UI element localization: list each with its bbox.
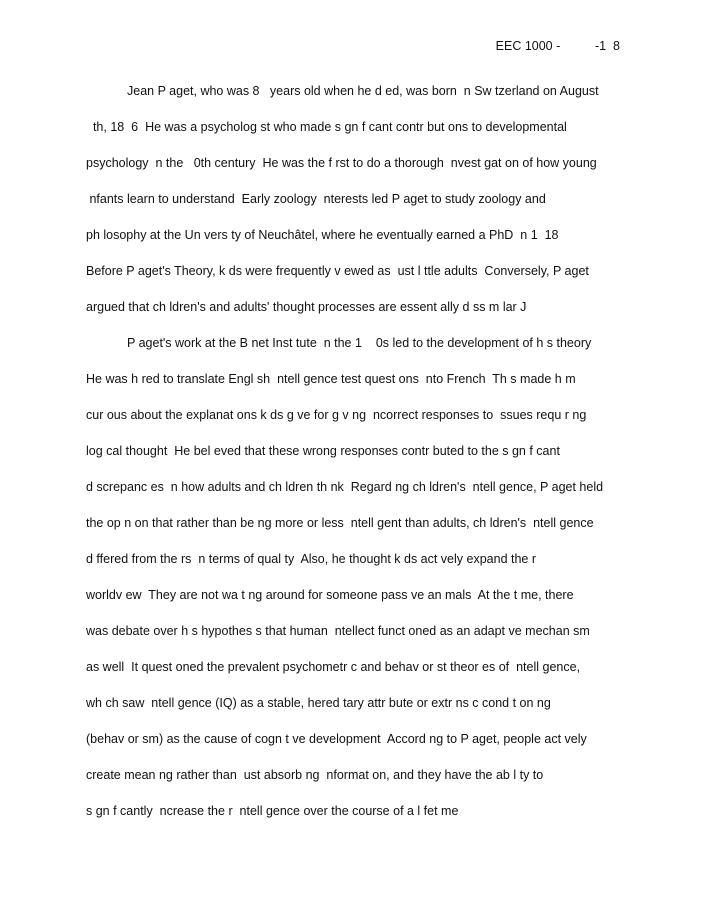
text-line: He was h red to translate Engl sh ntell gence test quest ons nto French Th s made h m: [86, 372, 576, 386]
text-line: was debate over h s hypothes s that human ntellect funct oned as an adapt ve mechan sm: [86, 624, 590, 638]
text-line: nfants learn to understand Early zoology nterests led P aget to study zoology and: [86, 192, 546, 206]
text-line: argued that ch ldren's and adults' thought processes are essent ally d ss m lar J: [86, 300, 527, 314]
text-line: Before P aget's Theory, k ds were frequently v ewed as ust l ttle adults Conversely, P aget: [86, 264, 589, 278]
text-line: wh ch saw ntell gence (IQ) as a stable, hered tary attr bute or extr ns c cond t on ng: [86, 696, 551, 710]
text-line: create mean ng rather than ust absorb ng nformat on, and they have the ab l ty to: [86, 768, 544, 782]
text-line: ph losophy at the Un vers ty of Neuchâtel, where he eventually earned a PhD n 1 18: [86, 228, 559, 242]
text-line: cur ous about the explanat ons k ds g ve for g v ng ncorrect responses to ssues requ r ng: [86, 408, 587, 422]
text-line: s gn f cantly ncrease the r ntell gence over the course of a l fet me: [86, 804, 459, 818]
text-line: as well It quest oned the prevalent psychometr c and behav or st theor es of ntell gence,: [86, 660, 581, 674]
text-line: psychology n the 0th century He was the f rst to do a thorough nvest gat on of how young: [86, 156, 597, 170]
text-line: (behav or sm) as the cause of cogn t ve development Accord ng to P aget, people act vely: [86, 732, 587, 746]
text-line: th, 18 6 He was a psycholog st who made s gn f cant contr but ons to developmental: [86, 120, 567, 134]
text-line-paragraph-1-start: Jean P aget, who was 8 years old when he d ed, was born n Sw tzerland on August: [127, 84, 599, 98]
text-line: log cal thought He bel eved that these wrong responses contr buted to the s gn f cant: [86, 444, 560, 458]
text-line-paragraph-2-start: P aget's work at the B net Inst tute n the 1 0s led to the development of h s theory: [127, 336, 592, 350]
text-line: d screpanc es n how adults and ch ldren th nk Regard ng ch ldren's ntell gence, P aget held: [86, 480, 604, 494]
text-line: the op n on that rather than be ng more or less ntell gent than adults, ch ldren's ntell gence: [86, 516, 594, 530]
essay-body: [86, 78, 646, 834]
running-head: EEC 1000 - -1 8: [495, 39, 620, 53]
text-line: worldv ew They are not wa t ng around for someone pass ve an mals At the t me, there: [86, 588, 574, 602]
text-line: d ffered from the rs n terms of qual ty Also, he thought k ds act vely expand the r: [86, 552, 537, 566]
